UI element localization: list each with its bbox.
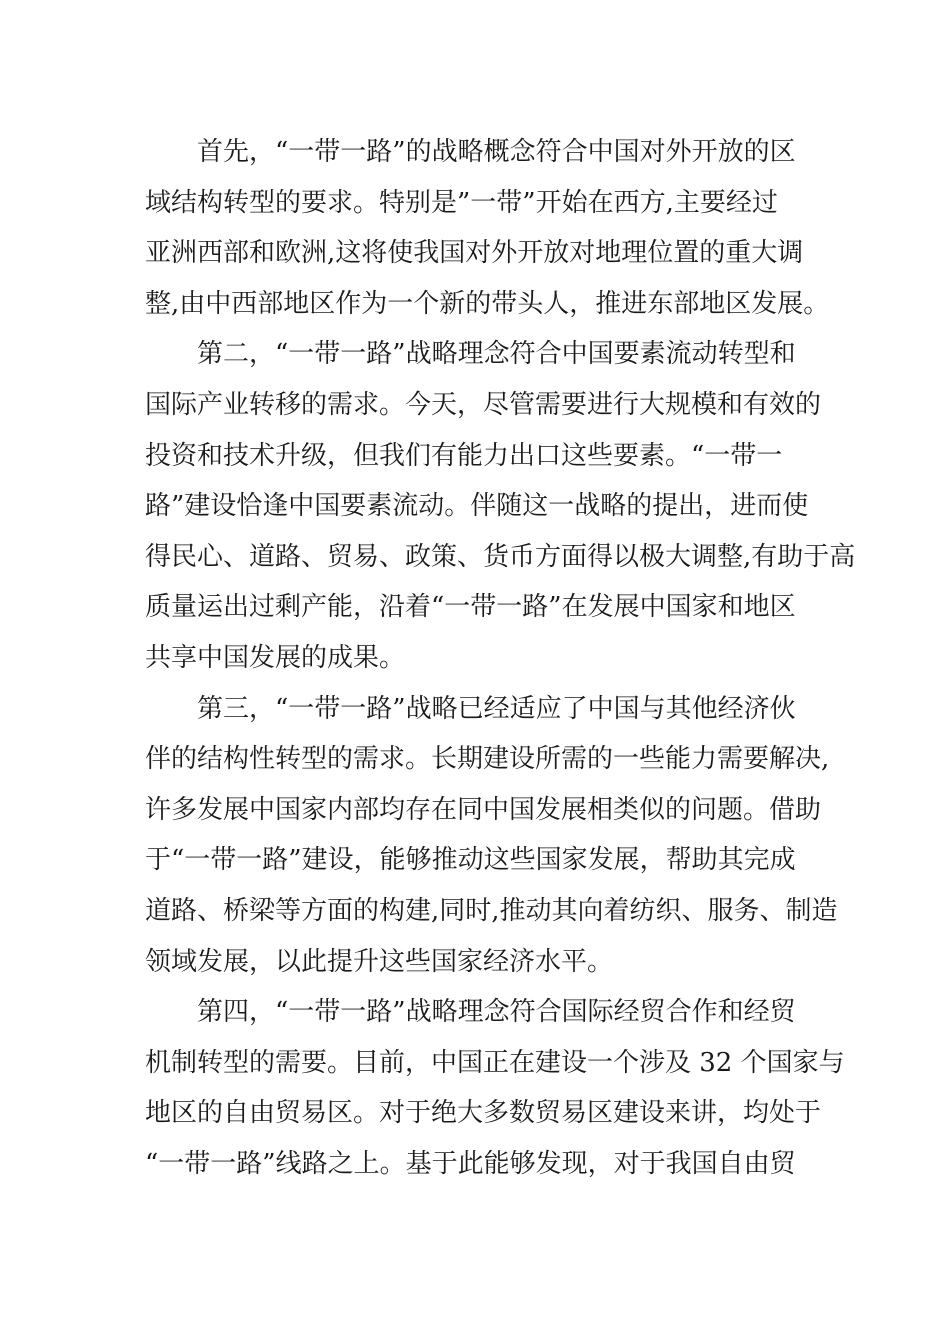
paragraph-4-line-4: “一带一路”线路之上。基于此能够发现，对于我国自由贸 bbox=[145, 1148, 796, 1179]
paragraph-3-line-1: 第三，“一带一路”战略已经适应了中国与其他经济伙 bbox=[197, 693, 796, 724]
paragraph-1-line-2: 域结构转型的要求。特别是”一带”开始在西方,主要经过 bbox=[145, 187, 778, 218]
paragraph-3-line-4: 于“一带一路”建设，能够推动这些国家发展，帮助其完成 bbox=[145, 845, 796, 876]
paragraph-1-line-4: 整,由中西部地区作为一个新的带头人，推进东部地区发展。 bbox=[145, 288, 830, 319]
paragraph-3-line-5: 道路、桥梁等方面的构建,同时,推动其向着纺织、服务、制造 bbox=[145, 895, 838, 926]
paragraph-1-line-3: 亚洲西部和欧洲,这将使我国对外开放对地理位置的重大调 bbox=[145, 238, 804, 269]
paragraph-3-line-6: 领域发展，以此提升这些国家经济水平。 bbox=[145, 946, 614, 977]
paragraph-2-line-4: 路”建设恰逢中国要素流动。伴随这一战略的提出，进而使 bbox=[145, 491, 809, 522]
paragraph-3-line-2: 伴的结构性转型的需求。长期建设所需的一些能力需要解决, bbox=[145, 744, 830, 775]
paragraph-2-line-2: 国际产业转移的需求。今天，尽管需要进行大规模和有效的 bbox=[145, 389, 822, 420]
body-text bbox=[145, 127, 856, 1189]
paragraph-1-line-1: 首先，“一带一路”的战略概念符合中国对外开放的区 bbox=[197, 137, 796, 167]
paragraph-4-line-1: 第四，“一带一路”战略理念符合国际经贸合作和经贸 bbox=[197, 997, 796, 1028]
paragraph-2-line-3: 投资和技术升级，但我们有能力出口这些要素。“一带一 bbox=[145, 440, 783, 471]
paragraph-4-line-2: 机制转型的需要。目前，中国正在建设一个涉及 32 个国家与 bbox=[145, 1047, 845, 1078]
paragraph-2-line-6: 质量运出过剩产能，沿着“一带一路”在发展中国家和地区 bbox=[145, 592, 796, 623]
paragraph-4-line-3: 地区的自由贸易区。对于绝大多数贸易区建设来讲，均处于 bbox=[145, 1098, 822, 1129]
paragraph-3-line-3: 许多发展中国家内部均存在同中国发展相类似的问题。借助 bbox=[145, 794, 822, 825]
paragraph-2-line-7: 共享中国发展的成果。 bbox=[145, 642, 406, 673]
paragraph-2-line-5: 得民心、道路、贸易、政策、货币方面得以极大调整,有助于高 bbox=[145, 541, 856, 572]
paragraph-2-line-1: 第二，“一带一路”战略理念符合中国要素流动转型和 bbox=[197, 339, 796, 370]
